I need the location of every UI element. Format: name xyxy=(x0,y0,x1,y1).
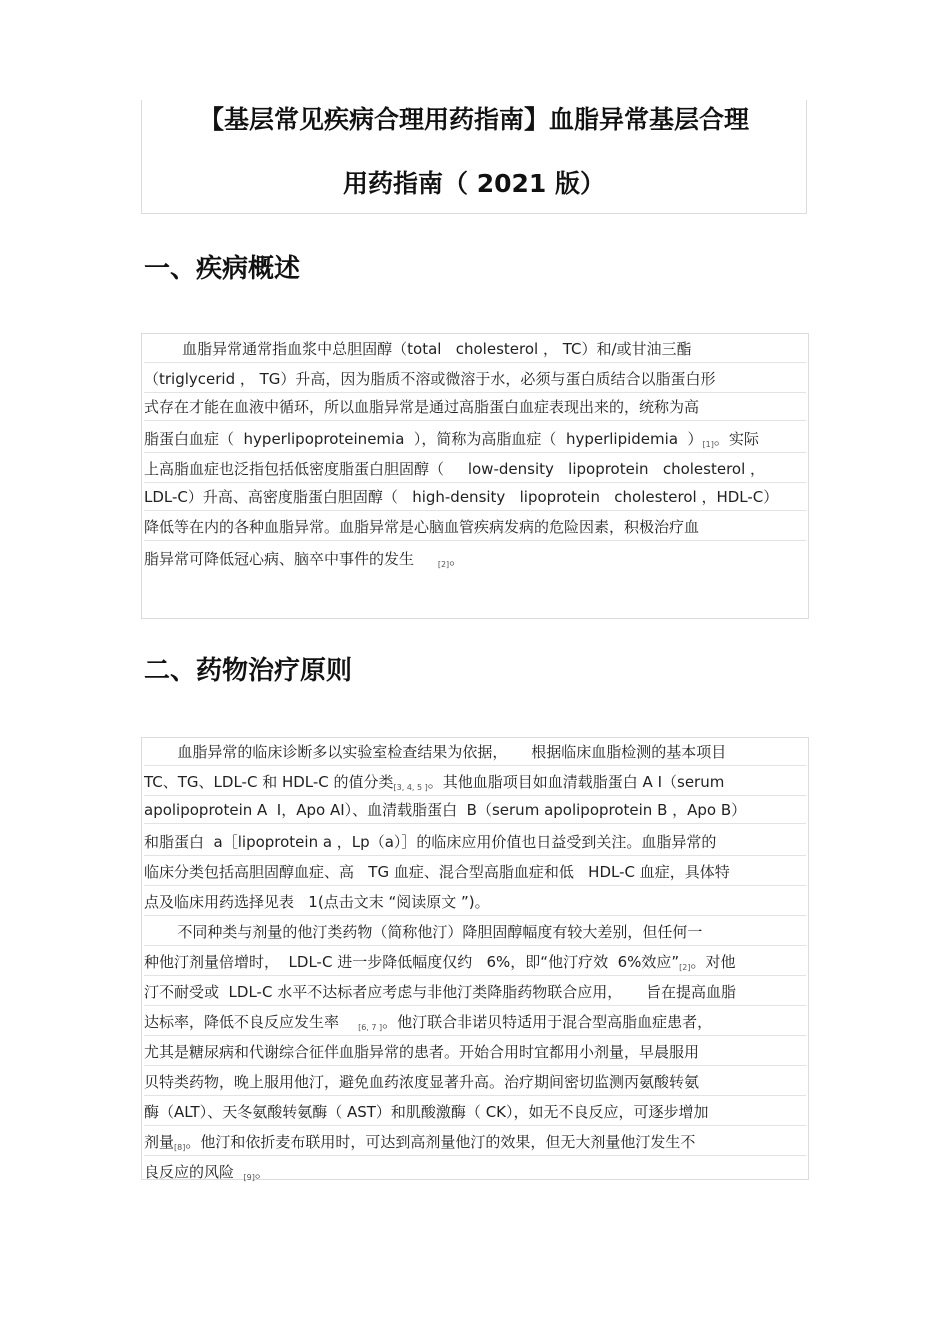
paragraph-line xyxy=(144,514,806,541)
paragraph-line xyxy=(144,366,806,393)
line-text: 降低等在内的各种血脂异常。血脂异常是心脑血管疾病发病的危险因素，积极治疗血 xyxy=(144,518,700,536)
paragraph-line xyxy=(144,829,806,856)
line-text: 酶（ALT）、天冬氨酸转氨酶（ AST）和肌酸激酶（ CK），如无不良反应，可逐步增加 xyxy=(144,1103,709,1121)
paragraph-line xyxy=(144,394,806,421)
paragraph-line xyxy=(144,1039,806,1066)
line-text: 不同种类与剂量的他汀类药物（简称他汀）降胆固醇幅度有较大差别，但任何一 xyxy=(144,923,703,941)
citation-ref: [8] xyxy=(174,1143,186,1152)
line-text: 汀不耐受或 LDL-C 水平不达标者应考虑与非他汀类降脂药物联合应用， 旨在提高血脂 xyxy=(144,983,737,1001)
paragraph-line xyxy=(144,889,806,916)
paragraph-line xyxy=(144,484,806,511)
citation-ref: [1] xyxy=(702,440,714,449)
line-text: 上高脂血症也泛指包括低密度脂蛋白胆固醇（ low-density lipoprotein cholesterol ， xyxy=(144,460,766,478)
line-text: 脂异常可降低冠心病、脑卒中事件的发生 xyxy=(144,550,438,568)
section-heading-overview: 一、疾病概述 xyxy=(144,254,301,284)
line-text: 尤其是糖尿病和代谢综合征伴血脂异常的患者。开始合用时宜都用小剂量，早晨服用 xyxy=(144,1043,700,1061)
line-text: 贝特类药物，晚上服用他汀，避免血药浓度显著升高。治疗期间密切监测丙氨酸转氨 xyxy=(144,1073,700,1091)
line-text-after: 。 xyxy=(449,550,465,568)
line-text-after: 。其他血脂项目如血清载脂蛋白 A Ⅰ（serum xyxy=(427,773,725,791)
paragraph-line xyxy=(144,426,806,453)
line-text-after: 。对他 xyxy=(690,953,736,971)
paragraph-line xyxy=(144,546,806,572)
line-text: 临床分类包括高胆固醇血症、高 TG 血症、混合型高脂血症和低 HDL-C 血症，具体特 xyxy=(144,863,730,881)
line-text: apolipoprotein A Ⅰ，Apo AⅠ）、血清载脂蛋白 B（serum apolipoprotein B ，Apo B） xyxy=(144,801,747,819)
section-overview-body xyxy=(141,333,809,619)
paragraph-line xyxy=(144,797,806,824)
citation-ref: [3, 4, 5 ] xyxy=(393,783,428,792)
line-text: 血脂异常通常指血浆中总胆固醇（total cholesterol ， TC）和/或甘油三酯 xyxy=(144,340,692,358)
line-text-after: 。 xyxy=(254,1163,270,1181)
line-text-after: 。他汀联合非诺贝特适用于混合型高脂血症患者， xyxy=(382,1013,713,1031)
citation-ref: [9] xyxy=(243,1173,255,1182)
line-text: 式存在才能在血液中循环，所以血脂异常是通过高脂蛋白血症表现出来的，统称为高 xyxy=(144,398,700,416)
title-box xyxy=(141,100,807,214)
paragraph-line xyxy=(144,336,806,363)
line-text: LDL-C）升高、高密度脂蛋白胆固醇（ high-density lipoprotein cholesterol ，HDL-C） xyxy=(144,488,779,506)
paragraph-line xyxy=(144,1159,806,1185)
line-text: 达标率，降低不良反应发生率 xyxy=(144,1013,359,1031)
line-text-after: 。他汀和依折麦布联用时，可达到高剂量他汀的效果，但无大剂量他汀发生不 xyxy=(185,1133,696,1151)
paragraph-line xyxy=(144,949,806,976)
citation-ref: [2] xyxy=(679,963,691,972)
document-title-line-2: 用药指南（ 2021 版） xyxy=(343,169,605,198)
section-heading-drug-principles: 二、药物治疗原则 xyxy=(144,656,353,686)
line-text: 良反应的风险 xyxy=(144,1163,244,1181)
citation-ref: [6, 7 ] xyxy=(358,1023,383,1032)
paragraph-line xyxy=(144,859,806,886)
line-text: 和脂蛋白 a［lipoprotein a ，Lp（a）］的临床应用价值也日益受到关注。血脂异常的 xyxy=(144,833,717,851)
paragraph-line xyxy=(144,456,806,483)
paragraph-line xyxy=(144,769,806,796)
paragraph-line xyxy=(144,1099,806,1126)
line-text: 点及临床用药选择见表 1(点击文末 “阅读原文 ”)。 xyxy=(144,893,490,911)
line-text-after: 。实际 xyxy=(713,430,759,448)
paragraph-line xyxy=(144,919,806,946)
paragraph-line xyxy=(144,1129,806,1156)
document-title-line-1: 【基层常见疾病合理用药指南】血脂异常基层合理 xyxy=(198,105,749,134)
line-text: 脂蛋白血症（ hyperlipoproteinemia ），简称为高脂血症（ hyperlipidemia ） xyxy=(144,430,703,448)
citation-ref: [2] xyxy=(437,560,450,569)
line-text: 血脂异常的临床诊断多以实验室检查结果为依据， 根据临床血脂检测的基本项目 xyxy=(144,743,727,761)
line-text: TC、TG、LDL-C 和 HDL-C 的值分类 xyxy=(144,773,394,791)
section-drug-principles-body xyxy=(141,737,809,1180)
line-text: （triglycerid ， TG）升高，因为脂质不溶或微溶于水，必须与蛋白质结合以脂蛋白形 xyxy=(144,370,716,388)
paragraph-line xyxy=(144,1069,806,1096)
paragraph-line xyxy=(144,979,806,1006)
line-text: 剂量 xyxy=(144,1133,175,1151)
paragraph-line xyxy=(144,739,806,766)
line-text: 种他汀剂量倍增时， LDL-C 进一步降低幅度仅约 6%，即“他汀疗效 6%效应” xyxy=(144,953,680,971)
paragraph-line xyxy=(144,1009,806,1036)
